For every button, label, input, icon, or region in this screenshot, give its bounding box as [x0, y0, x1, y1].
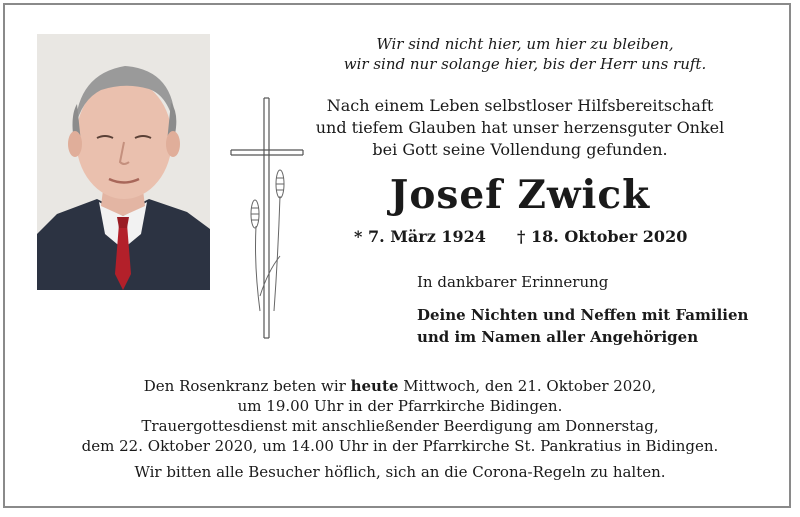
rosary-text-pre: Den Rosenkranz beten wir — [143, 377, 351, 395]
rosary-text-bold: heute — [350, 377, 399, 395]
mourners-line-2: und im Namen aller Angehörigen — [417, 328, 699, 346]
rosary-line-1 — [20, 376, 780, 396]
quote-line-1: Wir sind nicht hier, um hier zu bleiben, — [376, 35, 674, 53]
service-info — [20, 376, 780, 482]
birth-date: * 7. März 1924 — [354, 227, 486, 246]
intro-line-1: Nach einem Leben selbstloser Hilfsbereitschaft — [326, 96, 714, 115]
death-date: † 18. Oktober 2020 — [517, 227, 688, 246]
intro-text — [290, 95, 750, 161]
funeral-line-1: Trauergottesdienst mit anschließender Beerdigung am Donnerstag, — [141, 417, 659, 435]
mourners-line-1: Deine Nichten und Neffen mit Familien — [417, 306, 749, 324]
mourners-block — [417, 304, 748, 348]
visitor-notice: Wir bitten alle Besucher höflich, sich an die Corona-Regeln zu halten. — [134, 463, 666, 481]
portrait-photo — [37, 34, 210, 290]
epitaph-quote — [300, 34, 750, 74]
intro-line-3: bei Gott seine Vollendung gefunden. — [372, 140, 668, 159]
deceased-name: Josef Zwick — [389, 172, 651, 218]
rosary-text-post: Mittwoch, den 21. Oktober 2020, — [398, 377, 657, 395]
funeral-line-2: dem 22. Oktober 2020, um 14.00 Uhr in der Pfarrkirche St. Pankratius in Bidingen. — [81, 437, 719, 455]
intro-line-2: und tiefem Glauben hat unser herzensguter Onkel — [315, 118, 725, 137]
remembrance-line: In dankbarer Erinnerung — [417, 273, 609, 291]
quote-line-2: wir sind nur solange hier, bis der Herr uns ruft. — [343, 55, 707, 73]
rosary-line-2: um 19.00 Uhr in der Pfarrkirche Bidingen. — [237, 397, 563, 415]
